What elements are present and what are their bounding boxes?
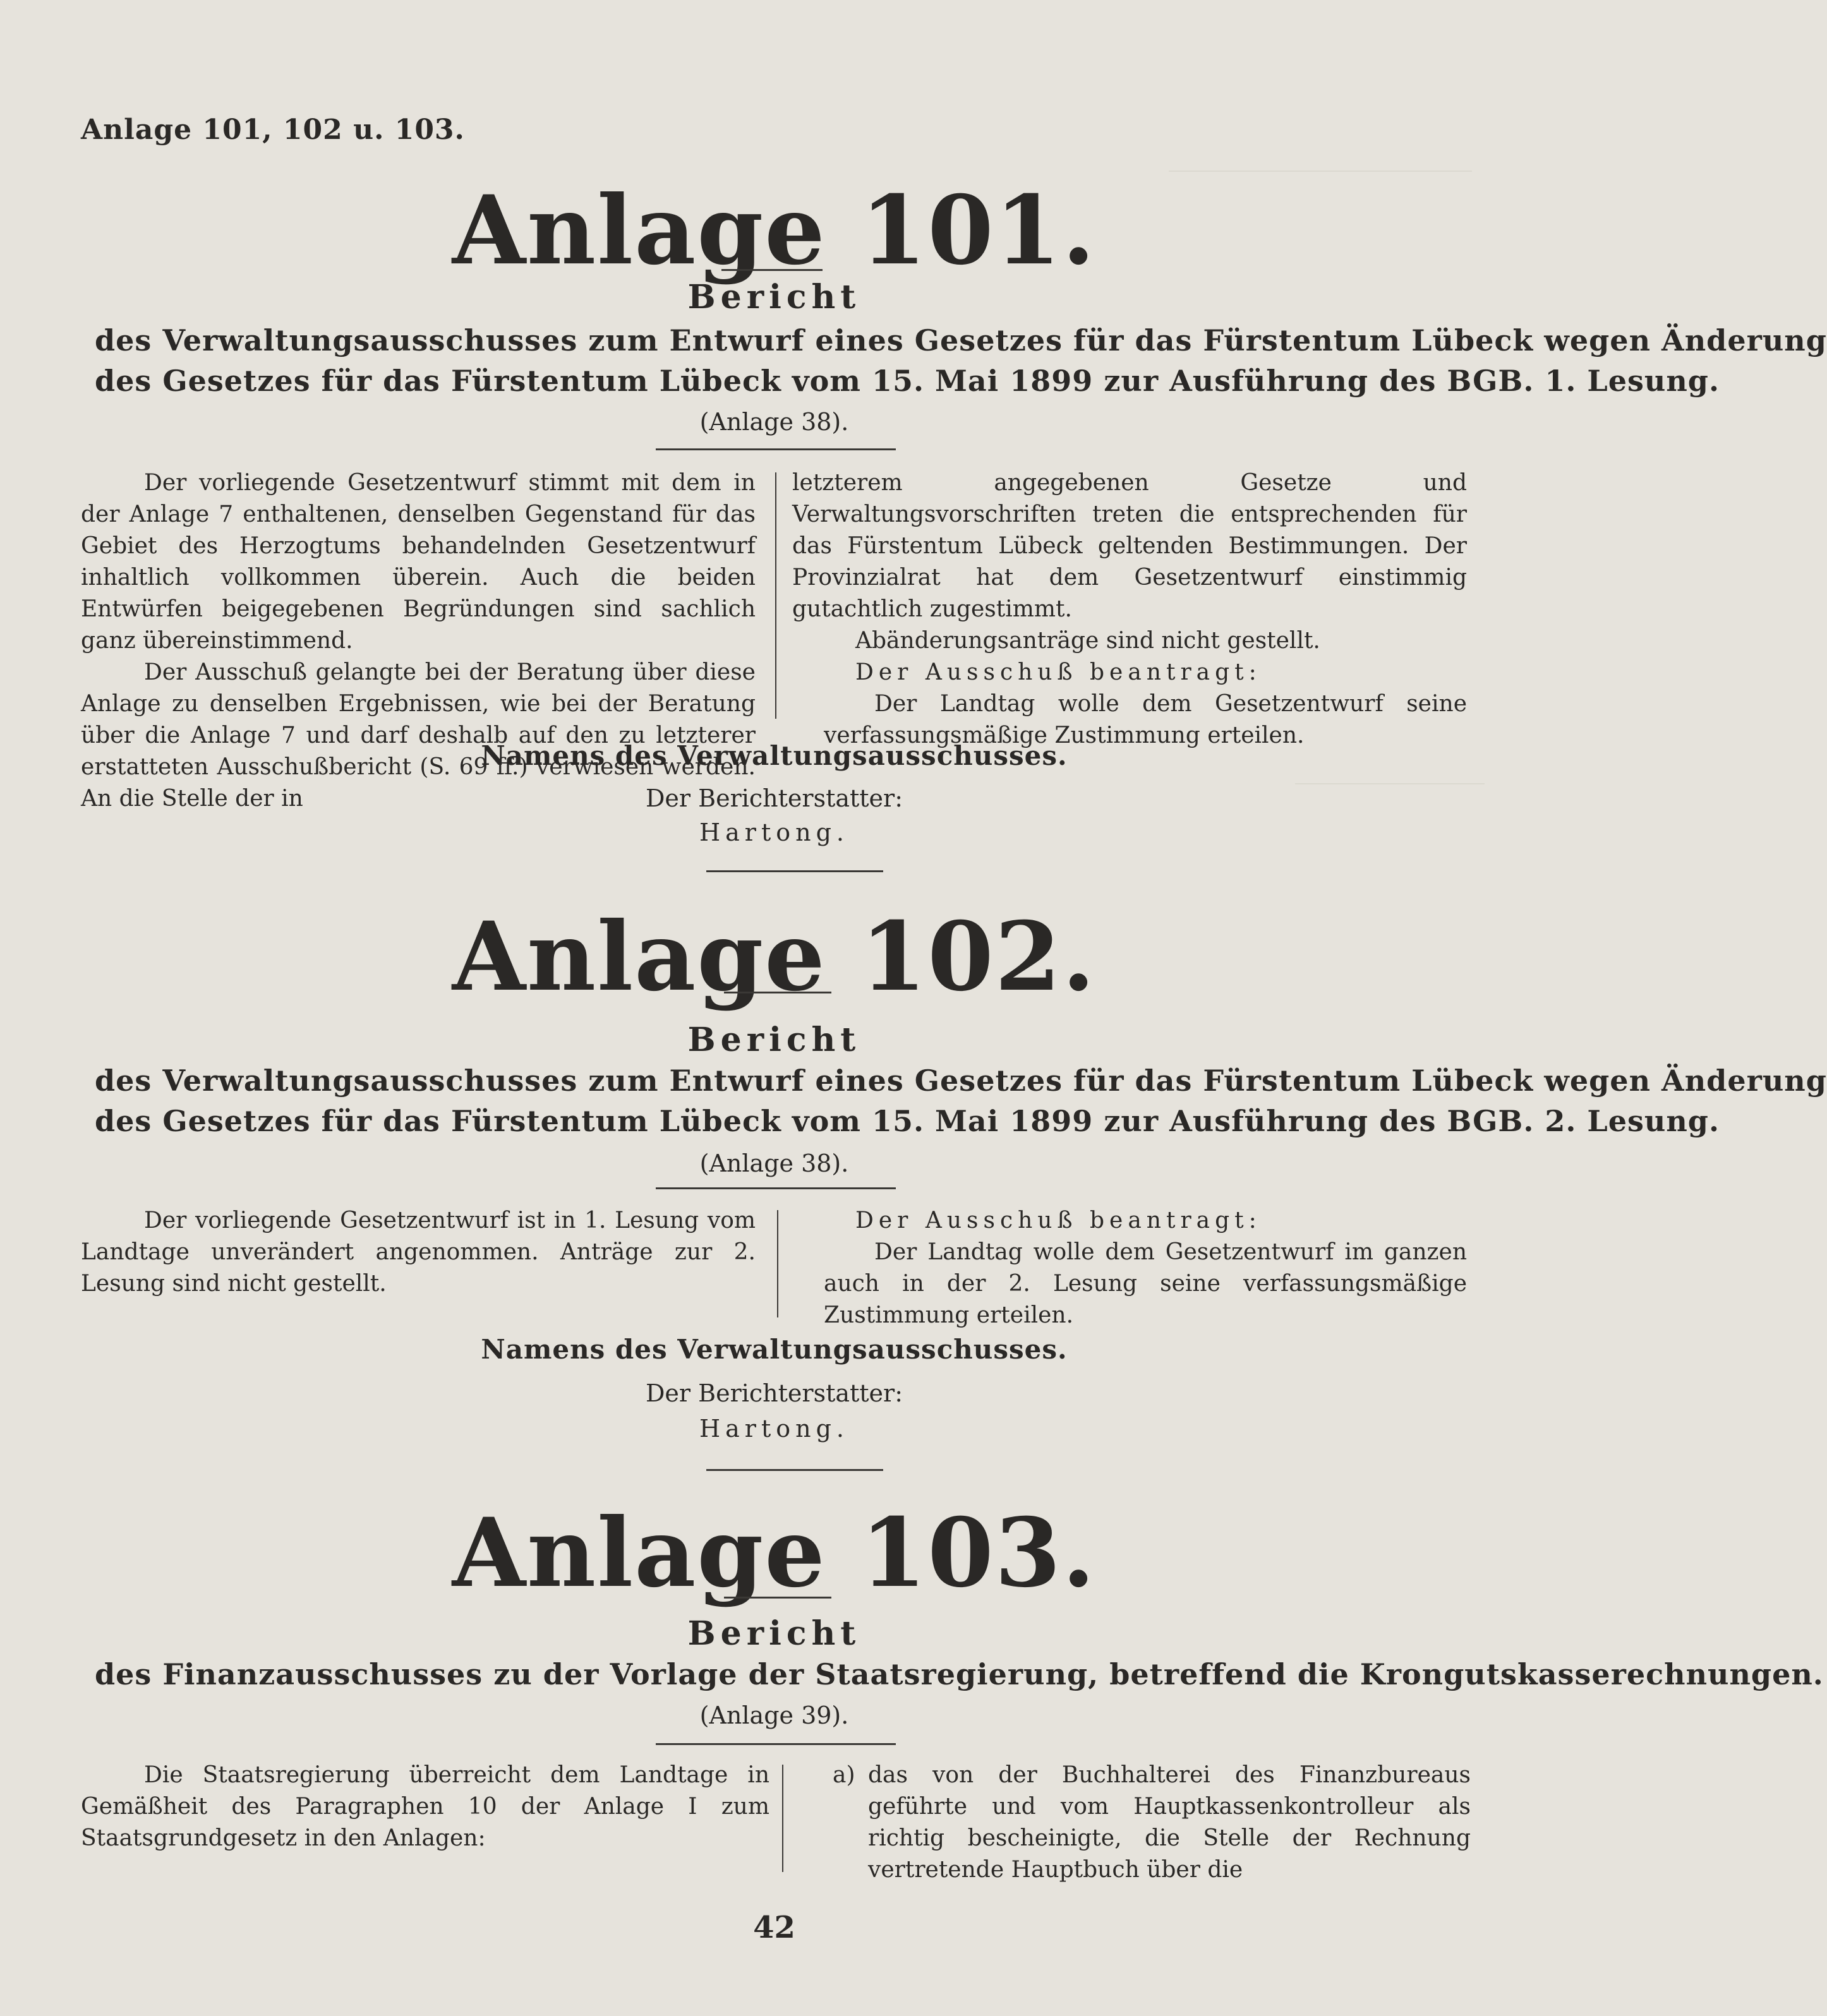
section-rule (706, 870, 883, 872)
motion-text-content: Der Landtag wolle dem Gesetzentwurf seine verfassungsmäßige Zustimmung erteilen. (824, 691, 1467, 748)
paragraph: Der vorliegende Gesetzentwurf ist in 1. Lesung vom Landtage unverändert angenommen. Anträge zur 2. Lesung sind nicht gestellt. (81, 1208, 756, 1297)
title-rule (724, 992, 831, 993)
anlage-101-heading: Bericht (687, 278, 861, 316)
anlage-102-namens: Namens des Verwaltungsausschusses. (481, 1334, 1068, 1365)
title-rule (721, 269, 823, 271)
anlage-102-right-column (792, 1205, 1467, 1331)
motion-label-text: Der Ausschuß beantragt: (855, 1208, 1262, 1233)
anlage-101-subtitle-line1: des Verwaltungsausschusses zum Entwurf eines Gesetzes für das Fürstentum Lübeck wegen Änderung (95, 323, 1827, 357)
list-item (833, 1760, 1471, 1886)
motion-label-text: Der Ausschuß beantragt: (855, 659, 1262, 685)
anlage-103-right-column (833, 1760, 1471, 1886)
running-head: Anlage 101, 102 u. 103. (81, 114, 465, 146)
section-rule (656, 1743, 896, 1745)
anlage-101-reporter-label: Der Berichterstatter: (645, 784, 903, 812)
column-divider (782, 1765, 783, 1872)
section-rule (656, 1187, 896, 1189)
anlage-103-heading: Bericht (687, 1614, 861, 1653)
section-rule (656, 448, 896, 450)
anlage-101-reporter-name: Hartong. (699, 819, 849, 846)
column-divider (777, 1210, 778, 1317)
page-number: 42 (753, 1910, 795, 1945)
anlage-102-subtitle-line1: des Verwaltungsausschusses zum Entwurf eines Gesetzes für das Fürstentum Lübeck wegen Änderung (95, 1064, 1827, 1098)
title-rule (724, 1597, 831, 1599)
paragraph: Der vorliegende Gesetzentwurf stimmt mit dem in der Anlage 7 enthaltenen, denselben Gegenstand für das Gebiet des Herzogtums behandelnden Gesetzentwurf inhaltlich vollkommen überein. Auch die beiden Entwürfen beigegebenen Begründungen sind sachlich ganz übereinstimmend. (81, 470, 756, 654)
anlage-102-reporter-name: Hartong. (699, 1415, 849, 1443)
motion-label (792, 1205, 1467, 1237)
paragraph: Abänderungsanträge sind nicht gestellt. (855, 628, 1320, 654)
column-divider (775, 472, 776, 719)
motion-text (792, 1237, 1467, 1331)
anlage-101-right-column (792, 467, 1467, 752)
anlage-103-subtitle: des Finanzausschusses zu der Vorlage der Staatsregierung, betreffend die Krongutskasserechnungen. (95, 1657, 1824, 1691)
paragraph: Der Ausschuß gelangte bei der Beratung über diese Anlage zu denselben Ergebnissen, wie bei der Beratung über die Anlage 7 und darf deshalb auf den zu letzterer erstatteten Ausschußbericht (S. 69 ff.) verwiesen werden. An die Stelle der in (81, 659, 756, 812)
section-rule (706, 1469, 883, 1471)
paragraph: letzterem angegebenen Gesetze und Verwaltungsvorschriften treten die entsprechenden für das Fürstentum Lübeck geltenden Bestimmungen. Der Provinzialrat hat dem Gesetzentwurf einstimmig gutachtlich zugestimmt. (792, 470, 1467, 622)
anlage-101-subtitle-line2: des Gesetzes für das Fürstentum Lübeck vom 15. Mai 1899 zur Ausführung des BGB. 1. Lesung. (95, 364, 1720, 398)
anlage-102-heading: Bericht (687, 1021, 861, 1059)
anlage-102-reference: (Anlage 38). (699, 1149, 849, 1177)
anlage-103-title: Anlage 103. (452, 1497, 1097, 1609)
anlage-103-reference: (Anlage 39). (699, 1701, 849, 1729)
anlage-102-left-column (81, 1205, 756, 1300)
anlage-101-namens: Namens des Verwaltungsausschusses. (481, 740, 1068, 771)
anlage-103-left-column (81, 1760, 769, 1854)
anlage-101-reference: (Anlage 38). (699, 408, 849, 436)
anlage-102-title: Anlage 102. (452, 901, 1097, 1012)
anlage-102-reporter-label: Der Berichterstatter: (645, 1379, 903, 1407)
list-item-text: das von der Buchhalterei des Finanzbureaus geführte und vom Hauptkassenkontrolleur als richtig bescheinigte, die Stelle der Rechnung vertretende Hauptbuch über die (868, 1762, 1471, 1883)
bleed-through-shadow (1169, 171, 1472, 184)
anlage-102-subtitle-line2: des Gesetzes für das Fürstentum Lübeck vom 15. Mai 1899 zur Ausführung des BGB. 2. Lesung. (95, 1104, 1720, 1138)
motion-text-content: Der Landtag wolle dem Gesetzentwurf im ganzen auch in der 2. Lesung seine verfassungsmäßige Zustimmung erteilen. (824, 1239, 1467, 1328)
list-marker: a) (833, 1762, 855, 1788)
paragraph: Die Staatsregierung überreicht dem Landtage in Gemäßheit des Paragraphen 10 der Anlage I zum Staatsgrundgesetz in den Anlagen: (81, 1762, 769, 1851)
motion-label (792, 657, 1467, 688)
anlage-101-title: Anlage 101. (452, 175, 1097, 286)
